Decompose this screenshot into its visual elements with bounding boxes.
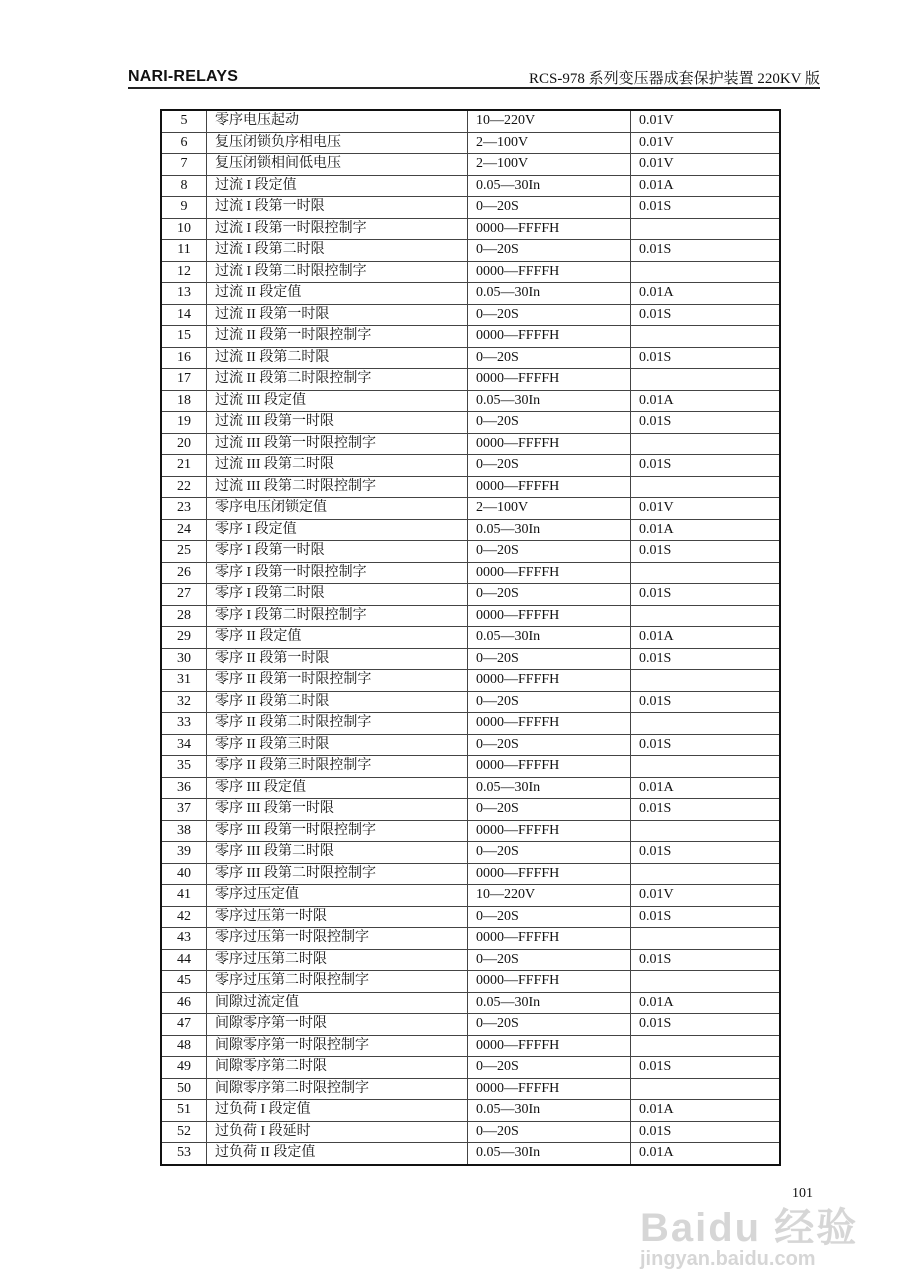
setting-range: 0.05—30In bbox=[468, 992, 631, 1014]
setting-name: 过负荷 I 段定值 bbox=[207, 1100, 468, 1122]
setting-range: 0.05—30In bbox=[468, 777, 631, 799]
setting-step: 0.01S bbox=[631, 842, 781, 864]
setting-range: 2—100V bbox=[468, 154, 631, 176]
setting-range: 0000—FFFFH bbox=[468, 433, 631, 455]
setting-range: 2—100V bbox=[468, 132, 631, 154]
setting-step: 0.01S bbox=[631, 648, 781, 670]
setting-name: 过流 III 段第一时限 bbox=[207, 412, 468, 434]
setting-name: 零序过压第一时限 bbox=[207, 906, 468, 928]
setting-name: 过流 I 段第二时限控制字 bbox=[207, 261, 468, 283]
table-row bbox=[161, 777, 780, 799]
setting-range: 0—20S bbox=[468, 691, 631, 713]
setting-name: 零序过压第一时限控制字 bbox=[207, 928, 468, 950]
setting-range: 0.05—30In bbox=[468, 175, 631, 197]
setting-range: 0—20S bbox=[468, 197, 631, 219]
setting-name: 过流 III 段第二时限控制字 bbox=[207, 476, 468, 498]
setting-step: 0.01S bbox=[631, 584, 781, 606]
setting-name: 过流 II 段第二时限控制字 bbox=[207, 369, 468, 391]
table-row bbox=[161, 992, 780, 1014]
table-row bbox=[161, 455, 780, 477]
row-number: 18 bbox=[161, 390, 207, 412]
setting-name: 过流 II 段第二时限 bbox=[207, 347, 468, 369]
row-number: 20 bbox=[161, 433, 207, 455]
row-number: 51 bbox=[161, 1100, 207, 1122]
row-number: 47 bbox=[161, 1014, 207, 1036]
setting-range: 0—20S bbox=[468, 1121, 631, 1143]
setting-range: 0000—FFFFH bbox=[468, 218, 631, 240]
setting-step: 0.01S bbox=[631, 412, 781, 434]
table-row bbox=[161, 326, 780, 348]
row-number: 14 bbox=[161, 304, 207, 326]
table-row bbox=[161, 1014, 780, 1036]
setting-step: 0.01S bbox=[631, 949, 781, 971]
setting-step bbox=[631, 971, 781, 993]
setting-name: 间隙零序第一时限控制字 bbox=[207, 1035, 468, 1057]
setting-step: 0.01S bbox=[631, 541, 781, 563]
setting-name: 零序电压闭锁定值 bbox=[207, 498, 468, 520]
setting-range: 0.05—30In bbox=[468, 1143, 631, 1165]
setting-name: 间隙零序第一时限 bbox=[207, 1014, 468, 1036]
row-number: 42 bbox=[161, 906, 207, 928]
watermark-logo: Baidu 经验 bbox=[640, 1206, 859, 1250]
setting-range: 0000—FFFFH bbox=[468, 326, 631, 348]
setting-step: 0.01S bbox=[631, 691, 781, 713]
row-number: 13 bbox=[161, 283, 207, 305]
setting-step bbox=[631, 218, 781, 240]
setting-step bbox=[631, 433, 781, 455]
row-number: 29 bbox=[161, 627, 207, 649]
table-row bbox=[161, 1143, 780, 1165]
row-number: 6 bbox=[161, 132, 207, 154]
setting-name: 零序电压起动 bbox=[207, 110, 468, 132]
table-row bbox=[161, 541, 780, 563]
row-number: 17 bbox=[161, 369, 207, 391]
setting-name: 零序 I 段第二时限 bbox=[207, 584, 468, 606]
table-row bbox=[161, 154, 780, 176]
table-row bbox=[161, 627, 780, 649]
setting-range: 0—20S bbox=[468, 541, 631, 563]
setting-range: 10—220V bbox=[468, 110, 631, 132]
setting-range: 0000—FFFFH bbox=[468, 562, 631, 584]
row-number: 9 bbox=[161, 197, 207, 219]
row-number: 49 bbox=[161, 1057, 207, 1079]
table-row bbox=[161, 820, 780, 842]
row-number: 22 bbox=[161, 476, 207, 498]
setting-range: 0000—FFFFH bbox=[468, 820, 631, 842]
setting-name: 零序 III 段第一时限 bbox=[207, 799, 468, 821]
setting-step: 0.01A bbox=[631, 1143, 781, 1165]
setting-range: 0—20S bbox=[468, 347, 631, 369]
setting-step bbox=[631, 713, 781, 735]
row-number: 41 bbox=[161, 885, 207, 907]
setting-range: 0.05—30In bbox=[468, 627, 631, 649]
table-row bbox=[161, 670, 780, 692]
row-number: 30 bbox=[161, 648, 207, 670]
setting-range: 0000—FFFFH bbox=[468, 1035, 631, 1057]
setting-name: 过流 III 段第一时限控制字 bbox=[207, 433, 468, 455]
setting-range: 0.05—30In bbox=[468, 1100, 631, 1122]
table-row bbox=[161, 304, 780, 326]
setting-range: 0—20S bbox=[468, 584, 631, 606]
setting-step bbox=[631, 820, 781, 842]
setting-step: 0.01V bbox=[631, 154, 781, 176]
setting-name: 过流 I 段定值 bbox=[207, 175, 468, 197]
row-number: 5 bbox=[161, 110, 207, 132]
row-number: 26 bbox=[161, 562, 207, 584]
setting-name: 零序 II 段定值 bbox=[207, 627, 468, 649]
setting-name: 零序 II 段第一时限 bbox=[207, 648, 468, 670]
setting-name: 零序 III 段第二时限控制字 bbox=[207, 863, 468, 885]
table-row bbox=[161, 369, 780, 391]
table-row bbox=[161, 863, 780, 885]
setting-name: 零序 III 段定值 bbox=[207, 777, 468, 799]
table-row bbox=[161, 799, 780, 821]
row-number: 35 bbox=[161, 756, 207, 778]
setting-step: 0.01S bbox=[631, 1057, 781, 1079]
table-row bbox=[161, 347, 780, 369]
setting-step: 0.01S bbox=[631, 1121, 781, 1143]
setting-name: 零序 II 段第三时限控制字 bbox=[207, 756, 468, 778]
setting-name: 间隙过流定值 bbox=[207, 992, 468, 1014]
setting-name: 过负荷 II 段定值 bbox=[207, 1143, 468, 1165]
table-row bbox=[161, 412, 780, 434]
setting-name: 过流 I 段第一时限控制字 bbox=[207, 218, 468, 240]
setting-step: 0.01S bbox=[631, 304, 781, 326]
table-row bbox=[161, 584, 780, 606]
row-number: 39 bbox=[161, 842, 207, 864]
setting-step: 0.01V bbox=[631, 885, 781, 907]
row-number: 50 bbox=[161, 1078, 207, 1100]
setting-step: 0.01A bbox=[631, 992, 781, 1014]
row-number: 44 bbox=[161, 949, 207, 971]
row-number: 23 bbox=[161, 498, 207, 520]
setting-name: 零序过压第二时限控制字 bbox=[207, 971, 468, 993]
setting-range: 0—20S bbox=[468, 1014, 631, 1036]
row-number: 43 bbox=[161, 928, 207, 950]
table-row bbox=[161, 713, 780, 735]
row-number: 15 bbox=[161, 326, 207, 348]
setting-step bbox=[631, 756, 781, 778]
table-row bbox=[161, 218, 780, 240]
row-number: 34 bbox=[161, 734, 207, 756]
setting-name: 零序 II 段第二时限控制字 bbox=[207, 713, 468, 735]
setting-range: 0—20S bbox=[468, 906, 631, 928]
setting-range: 2—100V bbox=[468, 498, 631, 520]
setting-range: 0—20S bbox=[468, 240, 631, 262]
setting-range: 0000—FFFFH bbox=[468, 971, 631, 993]
setting-name: 零序 III 段第二时限 bbox=[207, 842, 468, 864]
page-number: 101 bbox=[792, 1186, 813, 1201]
setting-name: 过流 II 段第一时限 bbox=[207, 304, 468, 326]
setting-step: 0.01S bbox=[631, 197, 781, 219]
setting-name: 间隙零序第二时限控制字 bbox=[207, 1078, 468, 1100]
table-row bbox=[161, 283, 780, 305]
setting-range: 0000—FFFFH bbox=[468, 670, 631, 692]
setting-step: 0.01A bbox=[631, 283, 781, 305]
setting-range: 0—20S bbox=[468, 949, 631, 971]
row-number: 45 bbox=[161, 971, 207, 993]
setting-range: 0000—FFFFH bbox=[468, 261, 631, 283]
setting-name: 过流 II 段第一时限控制字 bbox=[207, 326, 468, 348]
setting-step: 0.01V bbox=[631, 132, 781, 154]
table-row bbox=[161, 1121, 780, 1143]
setting-range: 0—20S bbox=[468, 648, 631, 670]
setting-name: 复压闭锁负序相电压 bbox=[207, 132, 468, 154]
table-row bbox=[161, 756, 780, 778]
setting-range: 0000—FFFFH bbox=[468, 369, 631, 391]
setting-name: 零序 I 段第一时限控制字 bbox=[207, 562, 468, 584]
setting-step bbox=[631, 605, 781, 627]
setting-name: 复压闭锁相间低电压 bbox=[207, 154, 468, 176]
setting-name: 零序 II 段第一时限控制字 bbox=[207, 670, 468, 692]
table-row bbox=[161, 691, 780, 713]
setting-range: 0000—FFFFH bbox=[468, 928, 631, 950]
row-number: 38 bbox=[161, 820, 207, 842]
setting-name: 零序 I 段第二时限控制字 bbox=[207, 605, 468, 627]
setting-step bbox=[631, 1035, 781, 1057]
setting-range: 0000—FFFFH bbox=[468, 605, 631, 627]
row-number: 25 bbox=[161, 541, 207, 563]
setting-range: 0—20S bbox=[468, 412, 631, 434]
table-row bbox=[161, 240, 780, 262]
setting-step: 0.01V bbox=[631, 498, 781, 520]
setting-step: 0.01A bbox=[631, 519, 781, 541]
row-number: 40 bbox=[161, 863, 207, 885]
row-number: 16 bbox=[161, 347, 207, 369]
setting-name: 零序 II 段第二时限 bbox=[207, 691, 468, 713]
document-title: RCS-978 系列变压器成套保护装置 220KV 版 bbox=[529, 71, 820, 87]
setting-range: 0—20S bbox=[468, 304, 631, 326]
row-number: 27 bbox=[161, 584, 207, 606]
setting-step bbox=[631, 476, 781, 498]
setting-range: 0—20S bbox=[468, 455, 631, 477]
setting-step: 0.01S bbox=[631, 734, 781, 756]
row-number: 46 bbox=[161, 992, 207, 1014]
setting-range: 0—20S bbox=[468, 1057, 631, 1079]
setting-range: 0.05—30In bbox=[468, 390, 631, 412]
table-row bbox=[161, 476, 780, 498]
setting-step bbox=[631, 562, 781, 584]
setting-range: 0000—FFFFH bbox=[468, 1078, 631, 1100]
setting-range: 0000—FFFFH bbox=[468, 756, 631, 778]
setting-step: 0.01A bbox=[631, 390, 781, 412]
row-number: 31 bbox=[161, 670, 207, 692]
table-row bbox=[161, 110, 780, 132]
setting-step bbox=[631, 369, 781, 391]
setting-step bbox=[631, 261, 781, 283]
setting-step: 0.01S bbox=[631, 455, 781, 477]
setting-step: 0.01S bbox=[631, 347, 781, 369]
setting-range: 0.05—30In bbox=[468, 519, 631, 541]
table-row bbox=[161, 648, 780, 670]
table-row bbox=[161, 1035, 780, 1057]
setting-range: 0—20S bbox=[468, 734, 631, 756]
table-row bbox=[161, 261, 780, 283]
setting-step: 0.01A bbox=[631, 175, 781, 197]
setting-name: 过流 II 段定值 bbox=[207, 283, 468, 305]
brand-logo-text: NARI-RELAYS bbox=[128, 68, 239, 85]
settings-table bbox=[160, 109, 781, 1166]
setting-step: 0.01A bbox=[631, 1100, 781, 1122]
table-row bbox=[161, 1078, 780, 1100]
setting-step: 0.01A bbox=[631, 627, 781, 649]
table-row bbox=[161, 1100, 780, 1122]
setting-name: 零序 II 段第三时限 bbox=[207, 734, 468, 756]
setting-name: 过流 III 段定值 bbox=[207, 390, 468, 412]
table-row bbox=[161, 197, 780, 219]
setting-name: 过流 I 段第二时限 bbox=[207, 240, 468, 262]
table-row bbox=[161, 132, 780, 154]
table-row bbox=[161, 519, 780, 541]
setting-step: 0.01S bbox=[631, 906, 781, 928]
table-row bbox=[161, 949, 780, 971]
setting-range: 0000—FFFFH bbox=[468, 476, 631, 498]
setting-step: 0.01A bbox=[631, 777, 781, 799]
row-number: 48 bbox=[161, 1035, 207, 1057]
setting-name: 过负荷 I 段延时 bbox=[207, 1121, 468, 1143]
table-row bbox=[161, 498, 780, 520]
setting-range: 10—220V bbox=[468, 885, 631, 907]
table-row bbox=[161, 605, 780, 627]
row-number: 24 bbox=[161, 519, 207, 541]
setting-name: 过流 I 段第一时限 bbox=[207, 197, 468, 219]
setting-step bbox=[631, 326, 781, 348]
setting-step: 0.01S bbox=[631, 799, 781, 821]
row-number: 28 bbox=[161, 605, 207, 627]
table-row bbox=[161, 433, 780, 455]
setting-step: 0.01V bbox=[631, 110, 781, 132]
setting-step bbox=[631, 670, 781, 692]
setting-range: 0000—FFFFH bbox=[468, 713, 631, 735]
setting-name: 零序 III 段第一时限控制字 bbox=[207, 820, 468, 842]
table-row bbox=[161, 906, 780, 928]
row-number: 37 bbox=[161, 799, 207, 821]
watermark-url: jingyan.baidu.com bbox=[640, 1248, 816, 1270]
row-number: 8 bbox=[161, 175, 207, 197]
table-row bbox=[161, 928, 780, 950]
setting-step: 0.01S bbox=[631, 240, 781, 262]
setting-range: 0000—FFFFH bbox=[468, 863, 631, 885]
row-number: 7 bbox=[161, 154, 207, 176]
setting-range: 0.05—30In bbox=[468, 283, 631, 305]
setting-range: 0—20S bbox=[468, 799, 631, 821]
setting-range: 0—20S bbox=[468, 842, 631, 864]
setting-name: 间隙零序第二时限 bbox=[207, 1057, 468, 1079]
watermark bbox=[640, 1208, 858, 1270]
setting-step bbox=[631, 1078, 781, 1100]
row-number: 21 bbox=[161, 455, 207, 477]
setting-name: 零序过压第二时限 bbox=[207, 949, 468, 971]
table-row bbox=[161, 971, 780, 993]
row-number: 19 bbox=[161, 412, 207, 434]
table-row bbox=[161, 885, 780, 907]
setting-step: 0.01S bbox=[631, 1014, 781, 1036]
table-row bbox=[161, 562, 780, 584]
header-divider bbox=[128, 87, 820, 89]
table-row bbox=[161, 1057, 780, 1079]
table-row bbox=[161, 734, 780, 756]
table-row bbox=[161, 390, 780, 412]
setting-step bbox=[631, 928, 781, 950]
row-number: 33 bbox=[161, 713, 207, 735]
row-number: 12 bbox=[161, 261, 207, 283]
row-number: 52 bbox=[161, 1121, 207, 1143]
row-number: 53 bbox=[161, 1143, 207, 1165]
row-number: 32 bbox=[161, 691, 207, 713]
setting-name: 零序 I 段定值 bbox=[207, 519, 468, 541]
row-number: 11 bbox=[161, 240, 207, 262]
setting-name: 零序 I 段第一时限 bbox=[207, 541, 468, 563]
setting-step bbox=[631, 863, 781, 885]
table-row bbox=[161, 175, 780, 197]
setting-name: 零序过压定值 bbox=[207, 885, 468, 907]
row-number: 10 bbox=[161, 218, 207, 240]
row-number: 36 bbox=[161, 777, 207, 799]
setting-name: 过流 III 段第二时限 bbox=[207, 455, 468, 477]
table-row bbox=[161, 842, 780, 864]
